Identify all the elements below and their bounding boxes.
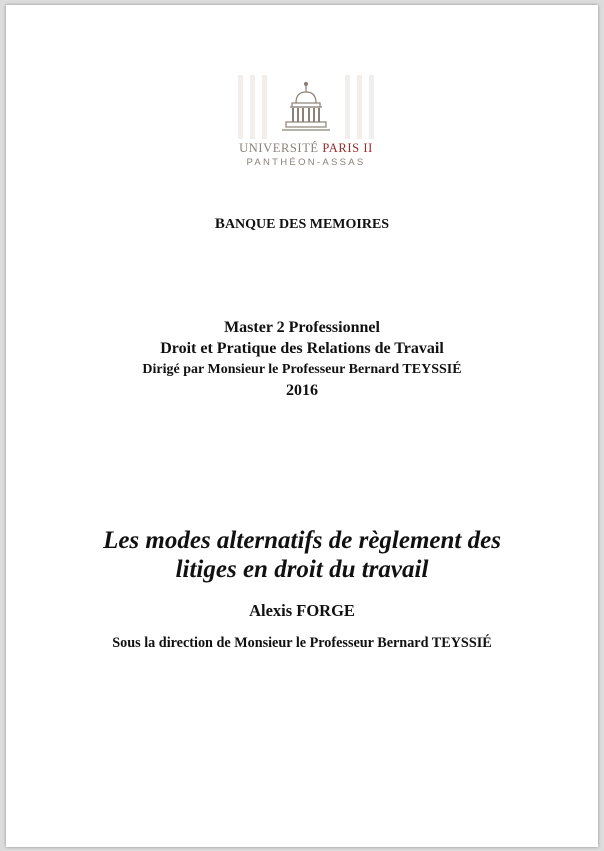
program-year: 2016 [286, 382, 318, 399]
university-name-accent: PARIS II [322, 141, 373, 155]
program-degree: Master 2 Professionnel [224, 319, 380, 336]
thesis-title [6, 526, 598, 584]
thesis-title-line2: litiges en droit du travail [175, 556, 429, 583]
university-name-main: UNIVERSITÉ [239, 141, 323, 155]
pantheon-dome-icon [226, 75, 386, 139]
thesis-title-line1: Les modes alternatifs de règlement des [103, 527, 501, 554]
program-director: Dirigé par Monsieur le Professeur Bernard TEYSSIÉ [142, 362, 462, 377]
program-name: Droit et Pratique des Relations de Travail [160, 340, 444, 357]
thesis-supervision: Sous la direction de Monsieur le Professeur Bernard TEYSSIÉ [112, 635, 492, 651]
university-name [226, 141, 386, 156]
document-page [6, 5, 598, 847]
thesis-author: Alexis FORGE [249, 601, 355, 620]
bank-heading [6, 216, 598, 233]
bank-heading-initial: B [214, 216, 225, 232]
program-block [6, 317, 598, 401]
bank-heading-rest: ANQUE DES MEMOIRES [224, 217, 390, 232]
university-logo [226, 75, 386, 175]
university-subtitle: PANTHÉON-ASSAS [246, 157, 366, 168]
